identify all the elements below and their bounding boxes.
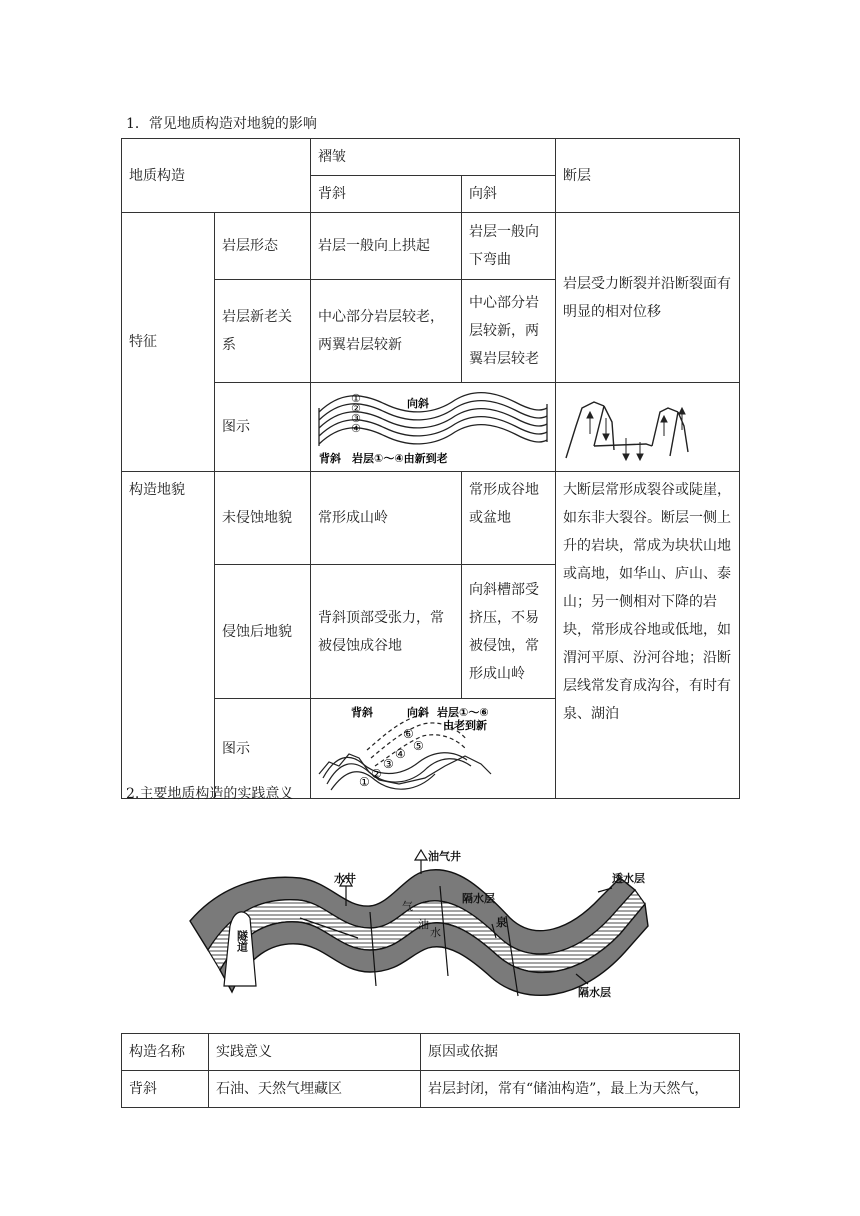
- fig1-num-3: ③: [351, 412, 361, 425]
- label-impermeable-bottom: 隔水层: [578, 986, 611, 999]
- fig2-num-6: ⑥: [403, 726, 414, 741]
- fig2-num-4: ④: [395, 746, 406, 761]
- row-label-eroded: 侵蚀后地貌: [215, 565, 311, 699]
- row-label-uneroded: 未侵蚀地貌: [215, 472, 311, 565]
- fold-layers-figure: [315, 386, 551, 468]
- syncline-eroded: 向斜槽部受挤压，不易被侵蚀，常形成山岭: [462, 565, 556, 699]
- header-anticline: 背斜: [311, 176, 462, 213]
- anticline-eroded: 背斜顶部受张力，常被侵蚀成谷地: [311, 565, 462, 699]
- label-water: 水: [430, 926, 441, 939]
- header-syncline: 向斜: [462, 176, 556, 213]
- row-label-age: 岩层新老关系: [215, 280, 311, 383]
- section2-title: 2.主要地质构造的实践意义: [126, 786, 294, 802]
- row-label-figure-2: 图示: [215, 699, 311, 799]
- row-group-features: 特征: [122, 213, 215, 472]
- fig1-num-1: ①: [351, 392, 361, 405]
- practical-significance-table: [121, 1033, 740, 1108]
- label-gas: 气: [402, 900, 413, 913]
- geology-structure-table: [121, 138, 740, 799]
- fault-landform: 大断层常形成裂谷或陡崖，如东非大裂谷。断层一侧上升的岩块，常成为块状山地或高地，如华山、庐山、泰山；另一侧相对下降的岩块，常形成谷地或低地，如渭河平原、汾河谷地；沿断层线常发育成沟谷，有时有泉、湖泊: [556, 472, 740, 799]
- anticline-shape: 岩层一般向上拱起: [311, 213, 462, 280]
- anticline-uneroded: 常形成山岭: [311, 472, 462, 565]
- anticline-age: 中心部分岩层较老，两翼岩层较新: [311, 280, 462, 383]
- fig1-num-4: ④: [351, 422, 361, 435]
- fig1-num-2: ②: [351, 402, 361, 415]
- header-fold: 褶皱: [311, 139, 556, 176]
- fig2-layers-label: 岩层①～⑥: [437, 705, 489, 719]
- fault-figure: [560, 386, 736, 468]
- fig2-num-1: ①: [359, 774, 370, 789]
- fig2-syncline-label: 向斜: [407, 705, 429, 719]
- row-group-landform: 构造地貌: [122, 472, 215, 799]
- table2-header-name: 构造名称: [122, 1034, 209, 1071]
- label-permeable: 透水层: [612, 872, 645, 885]
- label-oil: 油: [418, 918, 429, 931]
- fault-feature: 岩层受力断裂并沿断裂面有明显的相对位移: [556, 213, 740, 383]
- erosion-figure: [315, 702, 551, 796]
- fig2-num-5: ⑤: [413, 738, 424, 753]
- fig1-syncline-label: 向斜: [407, 397, 429, 410]
- label-spring: 泉: [496, 916, 507, 929]
- table2-row1-significance: 石油、天然气埋藏区: [209, 1071, 421, 1108]
- fig2-order-label: 由老到新: [443, 718, 487, 732]
- table2-row1-name: 背斜: [122, 1071, 209, 1108]
- syncline-age: 中心部分岩层较新，两翼岩层较老: [462, 280, 556, 383]
- label-impermeable-top: 隔水层: [462, 892, 495, 905]
- table2-row1-reason: 岩层封闭，常有“储油构造”，最上为天然气，: [421, 1071, 740, 1108]
- fold-figure-cell: [311, 383, 556, 472]
- table2-header-significance: 实践意义: [209, 1034, 421, 1071]
- fault-figure-cell: [556, 383, 740, 472]
- label-well: 水井: [334, 872, 356, 885]
- erosion-figure-cell: [311, 699, 556, 799]
- section1-title: 1．常见地质构造对地貌的影响: [126, 116, 317, 132]
- label-oil-well: 油气井: [428, 850, 461, 863]
- practical-significance-diagram: [180, 846, 650, 1026]
- syncline-shape: 岩层一般向下弯曲: [462, 213, 556, 280]
- syncline-uneroded: 常形成谷地或盆地: [462, 472, 556, 565]
- fig2-num-2: ②: [371, 766, 382, 781]
- label-tunnel: 隧道: [235, 930, 249, 952]
- row-label-figure: 图示: [215, 383, 311, 472]
- fig2-num-3: ③: [383, 756, 394, 771]
- fig2-anticline-label: 背斜: [351, 705, 373, 719]
- fig1-caption: 背斜 岩层①～④由新到老: [319, 452, 448, 465]
- header-fault: 断层: [556, 139, 740, 213]
- row-label-shape: 岩层形态: [215, 213, 311, 280]
- header-structure: 地质构造: [122, 139, 311, 213]
- table2-header-reason: 原因或依据: [421, 1034, 740, 1071]
